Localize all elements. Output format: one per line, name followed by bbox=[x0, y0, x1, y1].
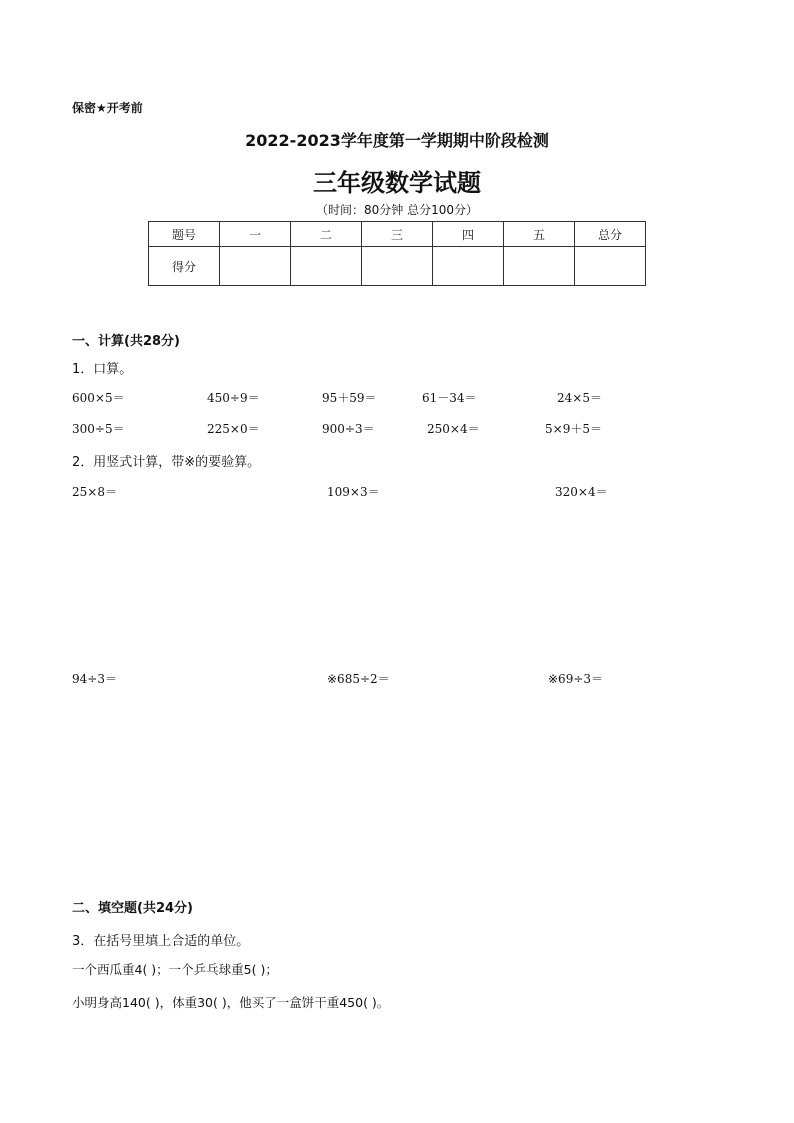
score-row-label: 得分 bbox=[149, 247, 220, 286]
oral-calc-item: 61－34＝ bbox=[422, 391, 477, 405]
section-title-calculation: 一、计算(共28分) bbox=[72, 334, 180, 349]
vertical-calc-item: 25×8＝ bbox=[72, 485, 117, 499]
oral-calc-item: 250×4＝ bbox=[427, 422, 480, 436]
score-header-cell: 总分 bbox=[575, 222, 646, 247]
exam-title: 2022-2023学年度第一学期期中阶段检测 bbox=[245, 131, 549, 150]
score-header-cell: 题号 bbox=[149, 222, 220, 247]
score-table-header-row bbox=[149, 222, 646, 247]
vertical-calc-item: 109×3＝ bbox=[327, 485, 380, 499]
question-3-label: 3．在括号里填上合适的单位。 bbox=[72, 934, 250, 949]
fill-blank-line: 一个西瓜重4( )；一个乒乓球重5( )； bbox=[72, 962, 278, 977]
oral-calc-item: 225×0＝ bbox=[207, 422, 260, 436]
score-table-score-row bbox=[149, 247, 646, 286]
score-cell bbox=[575, 247, 646, 286]
question-2-label: 2．用竖式计算，带※的要验算。 bbox=[72, 455, 261, 470]
score-cell bbox=[362, 247, 433, 286]
score-cell bbox=[291, 247, 362, 286]
section-title-fill-blank: 二、填空题(共24分) bbox=[72, 901, 193, 916]
vertical-calc-item: ※685÷2＝ bbox=[327, 672, 390, 686]
score-table bbox=[148, 221, 646, 286]
oral-calc-item: 300÷5＝ bbox=[72, 422, 125, 436]
score-header-cell: 三 bbox=[362, 222, 433, 247]
oral-calc-item: 900÷3＝ bbox=[322, 422, 375, 436]
score-header-cell: 一 bbox=[220, 222, 291, 247]
fill-blank-line: 小明身高140( )，体重30( )，他买了一盒饼干重450( )。 bbox=[72, 995, 390, 1010]
score-header-cell: 五 bbox=[504, 222, 575, 247]
score-cell bbox=[220, 247, 291, 286]
score-cell bbox=[504, 247, 575, 286]
oral-calc-item: 24×5＝ bbox=[557, 391, 602, 405]
oral-calc-item: 95＋59＝ bbox=[322, 391, 377, 405]
question-1-label: 1．口算。 bbox=[72, 362, 133, 377]
score-cell bbox=[433, 247, 504, 286]
vertical-calc-item: 320×4＝ bbox=[555, 485, 608, 499]
oral-calc-item: 5×9＋5＝ bbox=[545, 422, 602, 436]
score-header-cell: 四 bbox=[433, 222, 504, 247]
oral-calc-item: 600×5＝ bbox=[72, 391, 125, 405]
exam-subject-title: 三年级数学试题 bbox=[313, 169, 481, 197]
score-header-cell: 二 bbox=[291, 222, 362, 247]
exam-time-info: （时间：80分钟 总分100分） bbox=[316, 203, 478, 217]
confidential-label: 保密★开考前 bbox=[72, 101, 143, 115]
vertical-calc-item: ※69÷3＝ bbox=[548, 672, 604, 686]
vertical-calc-item: 94÷3＝ bbox=[72, 672, 117, 686]
oral-calc-item: 450÷9＝ bbox=[207, 391, 260, 405]
